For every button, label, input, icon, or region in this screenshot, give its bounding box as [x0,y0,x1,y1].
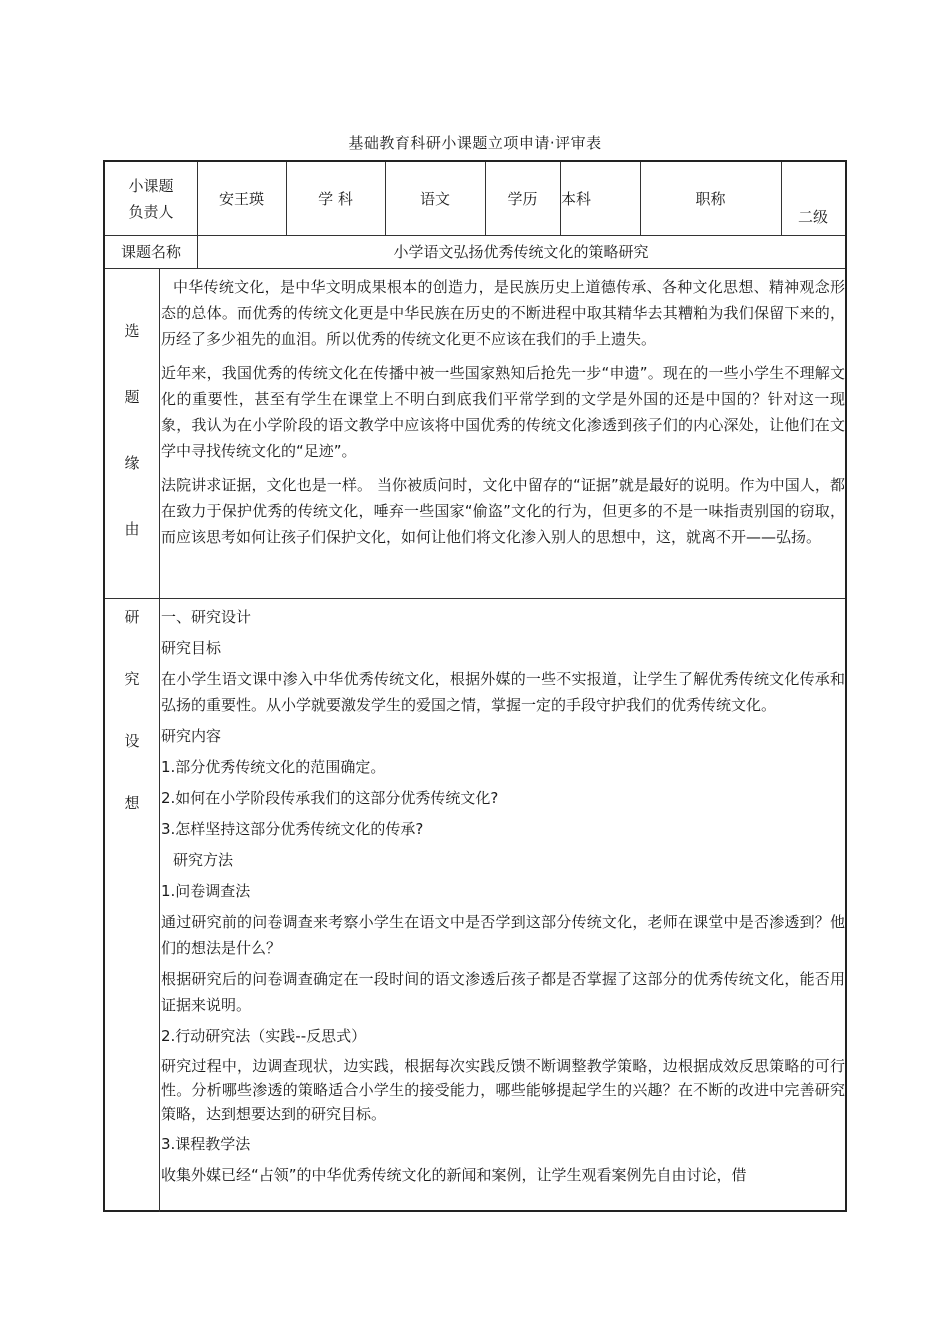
subject-label: 学 科 [318,190,353,208]
method1-text: 根据研究后的问卷调查确定在一段时间的语文渗透后孩子都是否掌握了这部分的优秀传统文化，能否用证据来说明。 [161,970,845,1014]
education-label-cell [485,162,560,235]
title-label: 职称 [695,190,726,208]
leader-label-cell [105,162,197,235]
education-value-cell [560,162,640,235]
application-form-table [103,160,847,1212]
topic-label-cell [105,235,197,268]
col-divider [159,268,160,1212]
content-item: 1.部分优秀传统文化的范围确定。 [161,758,386,776]
method-heading: 研究方法 [173,851,234,869]
method1-text: 通过研究前的问卷调查来考察小学生在语文中是否学到这部分传统文化，老师在课堂中是否渗透到？他们的想法是什么？ [161,913,845,957]
leader-name: 安王瑛 [218,190,264,208]
origin-label-char: 题 [124,388,140,406]
design-label-char: 研 [124,608,140,626]
goal-text: 在小学生语文课中渗入中华优秀传统文化，根据外媒的一些不实报道，让学生了解优秀传统文化传承和弘扬的重要性。从小学就要激发学生的爱国之情，掌握一定的手段守护我们的优秀传统文化。 [161,670,845,714]
title-label-cell [640,162,781,235]
title-value: 二级 [797,208,828,226]
method3-text: 收集外媒已经“占领”的中华优秀传统文化的新闻和案例，让学生观看案例先自由讨论，借 [161,1166,747,1184]
document-title: 基础教育科研小课题立项申请·评审表 [348,134,602,152]
design-label-char: 设 [124,732,140,750]
design-content-cell [161,604,845,1212]
method2-text: 研究过程中，边调查现状，边实践，根据每次实践反馈不断调整教学策略，边根据成效反思策略的可行性。分析哪些渗透的策略适合小学生的接受能力，哪些能够提起学生的兴趣？在不断的改进中完善研究策略，达到想要达到的研究目标。 [161,1057,845,1123]
origin-paragraph: 法院讲求证据，文化也是一样。 当你被质问时，文化中留存的“证据”就是最好的说明。作为中国人，都在致力于保护优秀的传统文化，唾弃一些国家“偷盗”文化的行为，但更多的不是一味指责别国的窃取，而应该思考如何让孩子们保护文化，如何让他们将文化渗入别人的思想中，这，就离不开——弘扬。 [161,476,845,546]
row-divider [105,268,845,269]
design-label-char: 想 [124,794,140,812]
origin-label-char: 选 [124,322,140,340]
education-label: 学历 [507,190,538,208]
method3-title: 3.课程教学法 [161,1135,251,1153]
method2-title: 2.行动研究法（实践--反思式） [161,1027,367,1045]
content-heading: 研究内容 [161,727,222,745]
topic-value: 小学语文弘扬优秀传统文化的策略研究 [393,243,649,261]
origin-label-cell [105,268,159,598]
origin-label-char: 由 [124,520,140,538]
origin-content-cell [161,274,845,598]
row-divider [105,598,845,599]
design-heading: 一、研究设计 [161,608,252,626]
topic-value-cell [197,235,845,268]
subject-value-cell [385,162,485,235]
goal-heading: 研究目标 [161,639,222,657]
topic-label: 课题名称 [120,243,181,261]
content-item: 2.如何在小学阶段传承我们的这部分优秀传统文化? [161,789,499,807]
method1-title: 1.问卷调查法 [161,882,251,900]
leader-label-line2: 负责人 [128,202,174,221]
content-item: 3.怎样坚持这部分优秀传统文化的传承? [161,820,424,838]
origin-label-char: 缘 [124,454,140,472]
education-value: 本科 [561,190,592,208]
subject-value: 语文 [419,190,450,208]
subject-label-cell [286,162,385,235]
origin-paragraph: 近年来，我国优秀的传统文化在传播中被一些国家熟知后抢先一步“申遗”。现在的一些小学生不理解文化的重要性，甚至有学生在课堂上不明白到底我们平常学到的文学是外国的还是中国的？针对这一现象，我认为在小学阶段的语文教学中应该将中国优秀的传统文化渗透到孩子们的内心深处，让他们在文学中寻找传统文化的“足迹”。 [161,364,845,460]
design-label-char: 究 [124,670,140,688]
origin-paragraph: 中华传统文化，是中华文明成果根本的创造力，是民族历史上道德传承、各种文化思想、精神观念形态的总体。而优秀的传统文化更是中华民族在历史的不断进程中取其精华去其糟粕为我们保留下来的，历经了多少祖先的血泪。所以优秀的传统文化更不应该在我们的手上遗失。 [161,278,845,348]
leader-name-cell [197,162,286,235]
title-value-cell [781,162,845,235]
design-label-cell [105,598,159,1212]
leader-label-line1: 小课题 [128,176,174,195]
